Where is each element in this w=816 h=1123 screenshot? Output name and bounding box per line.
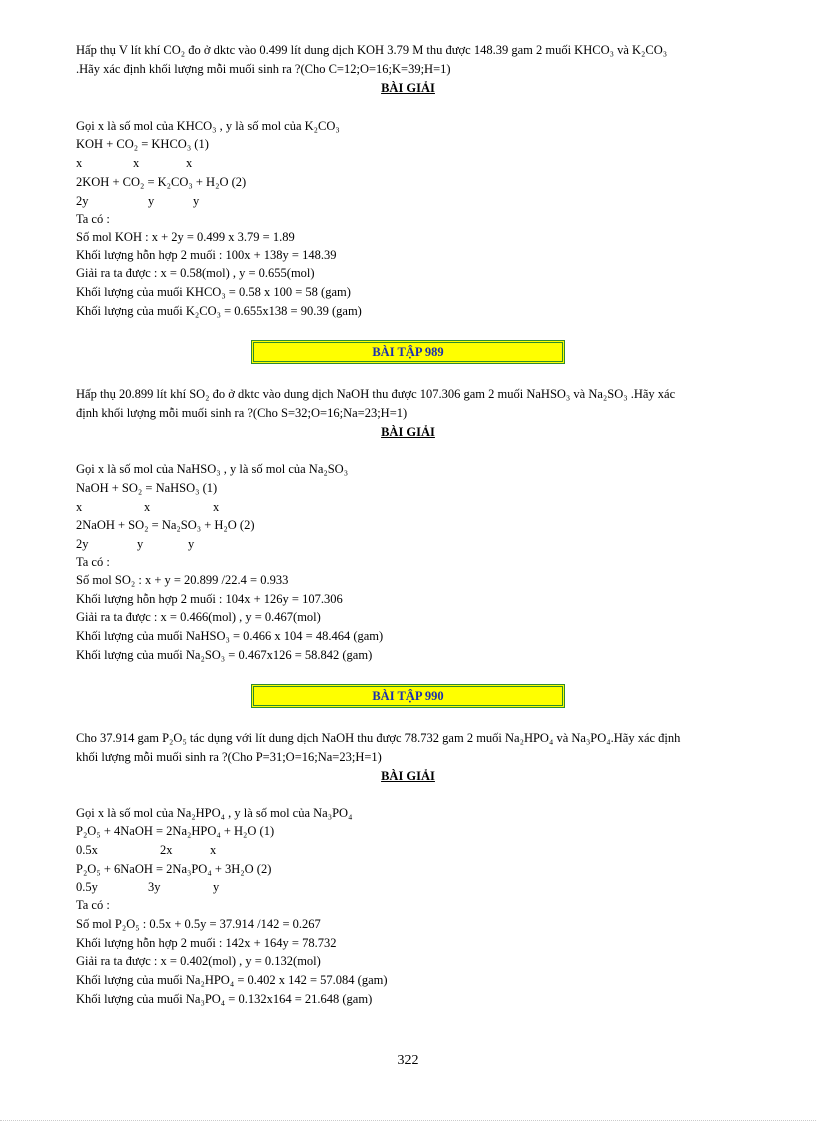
coeff: 0.5y <box>76 880 98 894</box>
coeff: 2y <box>76 537 89 551</box>
problem-1-step: Khối lượng của muối K₂CO₃ = 0.655x138 = 90.39 (gam) <box>76 304 362 318</box>
coeff: y <box>213 880 220 894</box>
problem-990-eq1: P₂O₅ + 4NaOH = 2Na₂HPO₄ + H₂O (1) <box>76 824 275 838</box>
problem-990-step: Khối lượng hỗn hợp 2 muối : 142x + 164y = 78.732 <box>76 936 337 950</box>
problem-989-solution-heading: BÀI GIẢI <box>381 425 435 439</box>
coeff: y <box>137 537 144 551</box>
coeff: 2y <box>76 194 89 208</box>
problem-990-step: Giải ra ta được : x = 0.402(mol) , y = 0.132(mol) <box>76 954 321 968</box>
problem-990-step: Khối lượng của muối Na₂HPO₄ = 0.402 x 142 = 57.084 (gam) <box>76 973 388 987</box>
problem-989-step: Giải ra ta được : x = 0.466(mol) , y = 0.467(mol) <box>76 610 321 624</box>
problem-1-solution-heading: BÀI GIẢI <box>381 81 435 95</box>
problem-989-step: Khối lượng của muối NaHSO₃ = 0.466 x 104 = 48.464 (gam) <box>76 629 384 643</box>
problem-989-eq2: 2NaOH + SO₂ = Na₂SO₃ + H₂O (2) <box>76 518 255 532</box>
coeff: 3y <box>148 880 161 894</box>
page-edge-divider <box>0 1120 816 1121</box>
problem-990-taco: Ta có : <box>76 898 110 912</box>
coeff: x <box>76 500 83 514</box>
problem-989-intro-line-2: định khối lượng mỗi muối sinh ra ?(Cho S=32;O=16;Na=23;H=1) <box>76 406 408 420</box>
exercise-990-title: BÀI TẬP 990 <box>251 684 565 708</box>
problem-989-intro-line-1: Hấp thụ 20.899 lít khí SO₂ đo ở dktc vào dung dịch NaOH thu được 107.306 gam 2 muối NaHSO₃ và Na₂SO₃ .Hãy xác <box>76 387 676 401</box>
page-number: 322 <box>397 1053 419 1068</box>
problem-1-eq1: KOH + CO₂ = KHCO₃ (1) <box>76 137 209 151</box>
problem-990-step: Số mol P₂O₅ : 0.5x + 0.5y = 37.914 /142 = 0.267 <box>76 917 321 931</box>
problem-989-assume: Gọi x là số mol của NaHSO₃ , y là số mol của Na₂SO₃ <box>76 462 349 476</box>
coeff: y <box>188 537 195 551</box>
problem-989-step: Số mol SO₂ : x + y = 20.899 /22.4 = 0.933 <box>76 573 289 587</box>
problem-1-taco: Ta có : <box>76 212 110 226</box>
problem-1-step: Khối lượng hỗn hợp 2 muối : 100x + 138y = 148.39 <box>76 248 337 262</box>
coeff: y <box>148 194 155 208</box>
coeff: 2x <box>160 843 173 857</box>
coeff: 0.5x <box>76 843 98 857</box>
coeff: x <box>133 156 140 170</box>
problem-1-intro-line-2: .Hãy xác định khối lượng mỗi muối sinh ra ?(Cho C=12;O=16;K=39;H=1) <box>76 62 451 76</box>
coeff: x <box>144 500 151 514</box>
coeff: x <box>210 843 217 857</box>
coeff: x <box>186 156 193 170</box>
problem-1-assume: Gọi x là số mol của KHCO₃ , y là số mol của K₂CO₃ <box>76 119 340 133</box>
problem-989-taco: Ta có : <box>76 555 110 569</box>
problem-1-intro-line-1: Hấp thụ V lít khí CO₂ đo ở dktc vào 0.499 lít dung dịch KOH 3.79 M thu được 148.39 gam 2 muối KHCO₃ và K₂CO₃ <box>76 43 668 57</box>
problem-990-intro-line-1: Cho 37.914 gam P₂O₅ tác dụng với lít dung dịch NaOH thu được 78.732 gam 2 muối Na₂HPO₄ và Na₃PO₄.Hãy xác định <box>76 731 681 745</box>
coeff: x <box>76 156 83 170</box>
coeff: x <box>213 500 220 514</box>
problem-990-solution-heading: BÀI GIẢI <box>381 769 435 783</box>
problem-990-assume: Gọi x là số mol của Na₂HPO₄ , y là số mol của Na₃PO₄ <box>76 806 353 820</box>
problem-1-step: Số mol KOH : x + 2y = 0.499 x 3.79 = 1.89 <box>76 230 295 244</box>
problem-990-intro-line-2: khối lượng mỗi muối sinh ra ?(Cho P=31;O=16;Na=23;H=1) <box>76 750 382 764</box>
problem-989-eq1: NaOH + SO₂ = NaHSO₃ (1) <box>76 481 218 495</box>
problem-989-step: Khối lượng của muối Na₂SO₃ = 0.467x126 = 58.842 (gam) <box>76 648 373 662</box>
coeff: y <box>193 194 200 208</box>
problem-990-eq2: P₂O₅ + 6NaOH = 2Na₃PO₄ + 3H₂O (2) <box>76 862 272 876</box>
problem-989-step: Khối lượng hỗn hợp 2 muối : 104x + 126y = 107.306 <box>76 592 343 606</box>
exercise-989-title: BÀI TẬP 989 <box>251 340 565 364</box>
problem-1-step: Khối lượng của muối KHCO₃ = 0.58 x 100 = 58 (gam) <box>76 285 351 299</box>
problem-1-eq2: 2KOH + CO₂ = K₂CO₃ + H₂O (2) <box>76 175 247 189</box>
problem-990-step: Khối lượng của muối Na₃PO₄ = 0.132x164 = 21.648 (gam) <box>76 992 373 1006</box>
problem-1-step: Giải ra ta được : x = 0.58(mol) , y = 0.655(mol) <box>76 266 315 280</box>
